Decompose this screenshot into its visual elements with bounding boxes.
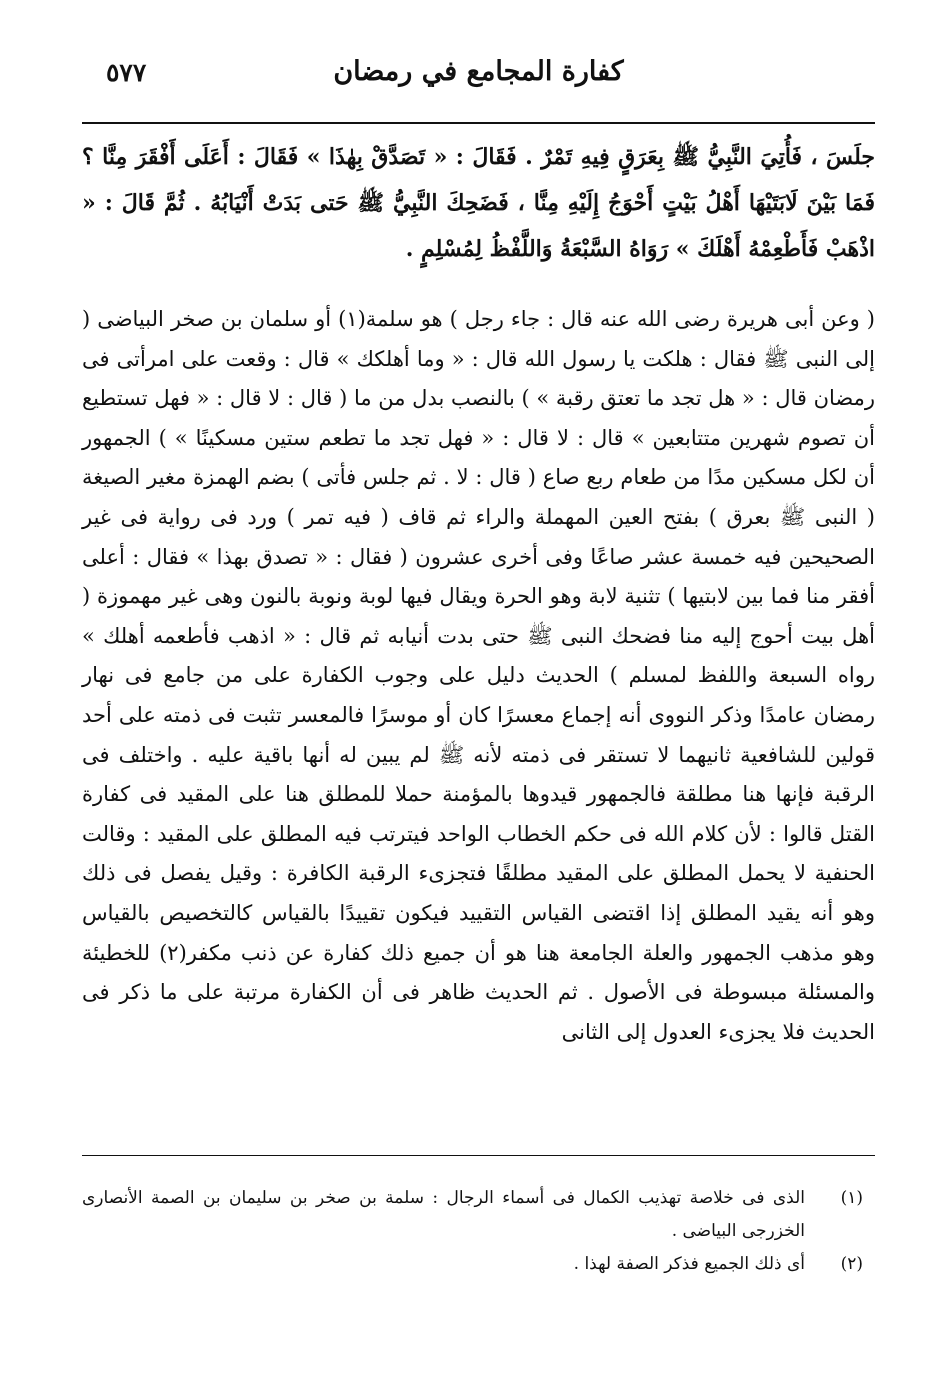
footnote-number: (١): [840, 1188, 863, 1208]
commentary-text-block: [82, 300, 875, 1052]
footnotes: [82, 1182, 875, 1281]
footnote-rule: [82, 1155, 875, 1156]
hadith-paragraph: جلَسَ ، فَأُتِيَ النَّبِيُّ ﷺ بِعَرَقٍ فِيهِ تَمْرٌ . فَقَالَ : « تَصَدَّقْ بِهٰذَا » فَقَالَ : أَعَلَى أَفْقَرَ مِنَّا ؟ فَمَا بَيْنَ لَابَتَيْهَا أَهْلُ بَيْتٍ أَحْوَجُ إِلَيْهِ مِنَّا ، فَضَحِكَ النَّبِيُّ ﷺ حَتى بَدَتْ أَنْيَابُهُ . ثُمَّ قَالَ : « اذْهَبْ فَأَطْعِمْهُ أَهْلَكَ » رَوَاهُ السَّبْعَةُ وَاللَّفْظُ لِمُسْلِمٍ .: [82, 144, 875, 262]
header-rule: [82, 122, 875, 124]
running-title: كفارة المجامع في رمضان: [333, 56, 624, 87]
page-header: [82, 52, 875, 104]
footnote-text: الذى فى خلاصة تهذيب الكمال فى أسماء الرجال : سلمة بن صخر بن سليمان بن الصمة الأنصارى الخزرجى البياضى .: [82, 1188, 805, 1241]
footnote-number: (٢): [840, 1254, 863, 1274]
commentary-paragraph: ( وعن أبى هريرة رضى الله عنه قال : جاء رجل ) هو سلمة(١) أو سلمان بن صخر البياضى ( إلى النبى ﷺ فقال : هلكت يا رسول الله قال : « وما أهلكك » قال : وقعت على امرأتى فى رمضان قال : « هل تجد ما تعتق رقبة » ) بالنصب بدل من ما ( قال : لا قال : « فهل تستطيع أن تصوم شهرين متتابعين » قال : لا قال : « فهل تجد ما تطعم ستين مسكينًا » ) الجمهور أن لكل مسكين مدًا من طعام ربع صاع ( قال : لا . ثم جلس فأتى ) بضم الهمزة مغير الصيغة ( النبى ﷺ بعرق ) بفتح العين المهملة والراء ثم قاف ( فيه تمر ) ورد فى رواية فى غير الصحيحين فيه خمسة عشر صاعًا وفى أخرى عشرون ( فقال : « تصدق بهذا » فقال : أعلى أفقر منا فما بين لابتيها ) تثنية لابة وهو الحرة ويقال فيها لوبة ونوبة بالنون وهى غير مهموزة ( أهل بيت أحوج إليه منا فضحك النبى ﷺ حتى بدت أنيابه ثم قال : « اذهب فأطعمه أهلك » رواه السبعة واللفظ لمسلم ) الحديث دليل على وجوب الكفارة على من جامع فى نهار رمضان عامدًا وذكر النووى أنه إجماع معسرًا كان أو موسرًا فالمعسر تثبت فى ذمته على أحد قولين للشافعية ثانيهما لا تستقر فى ذمته لأنه ﷺ لم يبين له أنها باقية عليه . واختلف فى الرقبة فإنها هنا مطلقة فالجمهور قيدوها بالمؤمنة حملا للمطلق هنا على المقيد فى كفارة القتل قالوا : لأن كلام الله فى حكم الخطاب الواحد فيترتب فيه المطلق على المقيد : وقالت الحنفية لا يحمل المطلق على المقيد مطلقًا فتجزىء الرقبة الكافرة : وقيل يفصل فى ذلك وهو أنه يقيد المطلق إذا اقتضى القياس التقييد فيكون تقييدًا بالقياس كالتخصيص بالقياس وهو مذهب الجمهور والعلة الجامعة هنا هو أن جميع ذلك كفارة عن ذنب مكفر(٢) للخطيئة والمسئلة مبسوطة فى الأصول . ثم الحديث ظاهر فى أن الكفارة مرتبة على ما ذكر فى الحديث فلا يجزىء العدول إلى الثانى: [82, 307, 876, 1044]
footnote-1: [82, 1182, 875, 1248]
footnote-2: [82, 1248, 875, 1281]
footnote-text: أى ذلك الجميع فذكر الصفة لهذا .: [573, 1254, 805, 1274]
page-number: ٥٧٧: [106, 58, 147, 87]
hadith-text-block: [82, 134, 875, 272]
